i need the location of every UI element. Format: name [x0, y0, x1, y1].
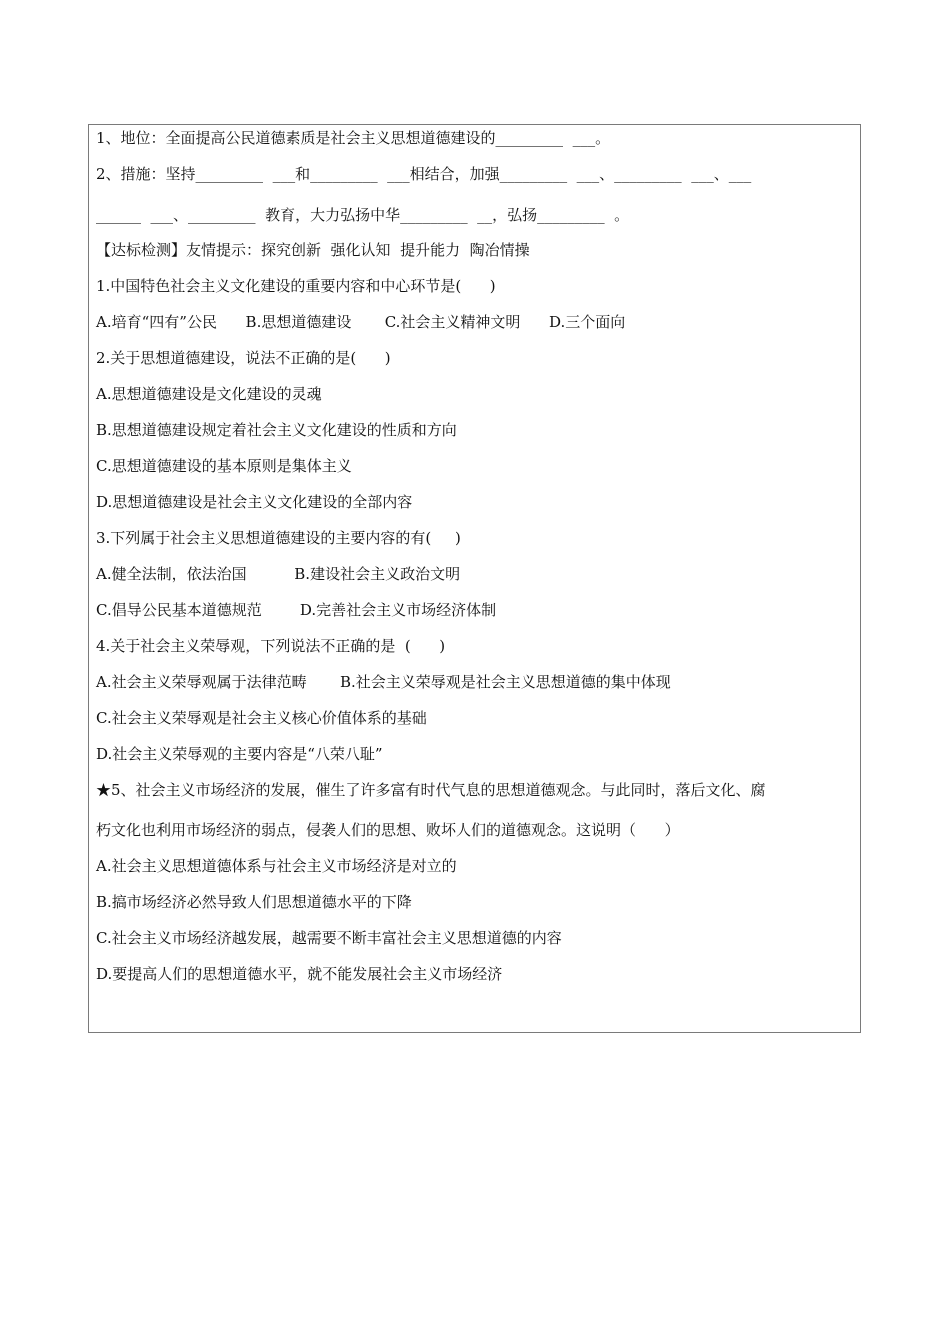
text-line-15: 4.关于社会主义荣辱观，下列说法不正确的是 ( )	[96, 637, 446, 655]
text-line-8: A.思想道德建设是文化建设的灵魂	[96, 385, 322, 403]
text-line-16: A.社会主义荣辱观属于法律范畴 B.社会主义荣辱观是社会主义思想道德的集中体现	[96, 673, 671, 691]
text-line-14: C.倡导公民基本道德规范 D.完善社会主义市场经济体制	[96, 601, 497, 619]
text-line-1: 1、地位：全面提高公民道德素质是社会主义思想道德建设的_________ ___。	[96, 129, 611, 147]
text-line-4: 【达标检测】友情提示：探究创新 强化认知 提升能力 陶冶情操	[96, 241, 530, 259]
text-line-12: 3.下列属于社会主义思想道德建设的主要内容的有( )	[96, 529, 461, 547]
text-line-11: D.思想道德建设是社会主义文化建设的全部内容	[96, 493, 413, 511]
text-line-17: C.社会主义荣辱观是社会主义核心价值体系的基础	[96, 709, 427, 727]
text-line-3: ______ ___、_________ 教育，大力弘扬中华_________ __，弘扬_________ 。	[96, 206, 630, 224]
text-line-6: A.培育“四有”公民 B.思想道德建设 C.社会主义精神文明 D.三个面向	[96, 313, 626, 331]
text-line-7: 2.关于思想道德建设，说法不正确的是( )	[96, 349, 391, 367]
text-line-18: D.社会主义荣辱观的主要内容是“八荣八耻”	[96, 745, 383, 763]
text-line-22: B.搞市场经济必然导致人们思想道德水平的下降	[96, 893, 412, 911]
text-line-19: ★5、社会主义市场经济的发展，催生了许多富有时代气息的思想道德观念。与此同时，落后文化、腐	[96, 781, 766, 799]
text-line-21: A.社会主义思想道德体系与社会主义市场经济是对立的	[96, 857, 457, 875]
text-line-9: B.思想道德建设规定着社会主义文化建设的性质和方向	[96, 421, 457, 439]
text-line-10: C.思想道德建设的基本原则是集体主义	[96, 457, 352, 475]
text-line-20: 朽文化也利用市场经济的弱点，侵袭人们的思想、败坏人们的道德观念。这说明（ ）	[96, 821, 680, 839]
text-line-24: D.要提高人们的思想道德水平，就不能发展社会主义市场经济	[96, 965, 503, 983]
text-line-13: A.健全法制，依法治国 B.建设社会主义政治文明	[96, 565, 461, 583]
text-line-2: 2、措施：坚持_________ ___和_________ ___相结合，加强_________ ___、_________ ___、___	[96, 165, 752, 183]
text-line-5: 1.中国特色社会主义文化建设的重要内容和中心环节是( )	[96, 277, 496, 295]
text-line-23: C.社会主义市场经济越发展，越需要不断丰富社会主义思想道德的内容	[96, 929, 562, 947]
